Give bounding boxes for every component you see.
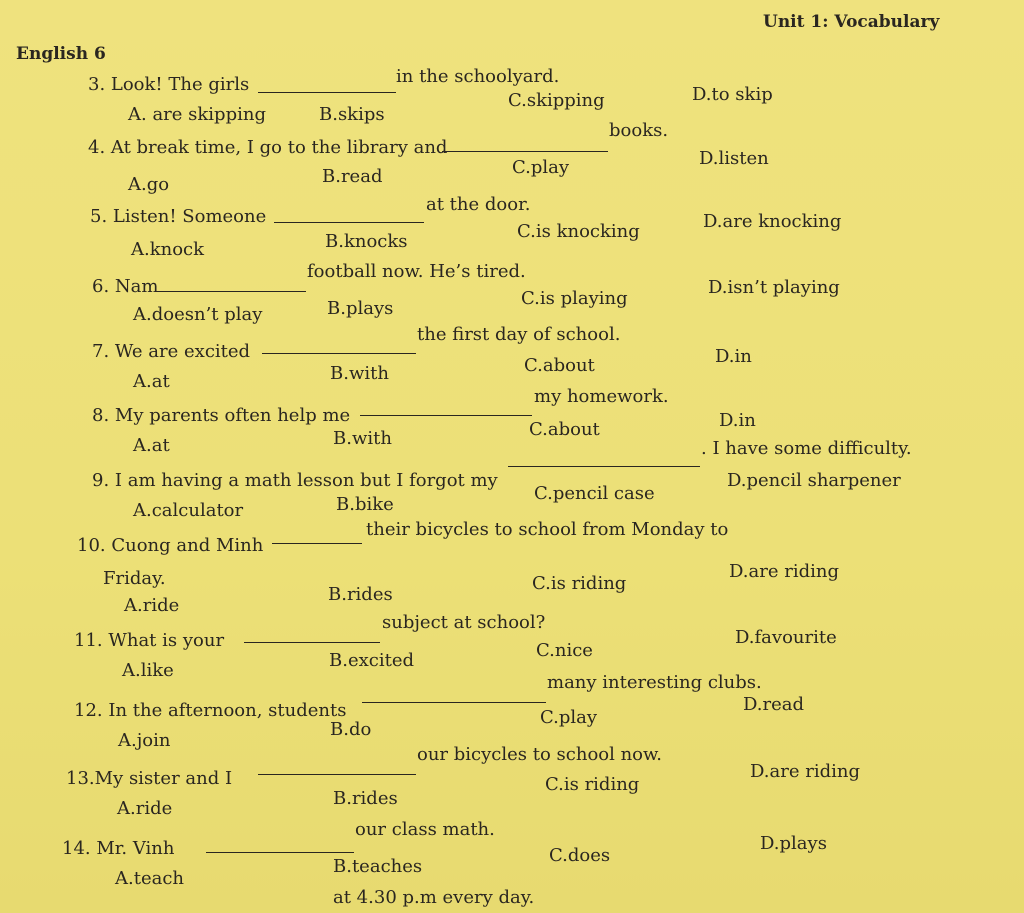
question-stem: 11. What is your (74, 630, 225, 651)
option-a: A.ride (124, 595, 180, 616)
question-4 (0, 120, 1024, 201)
question-continuation: football now. He’s tired. (307, 261, 526, 282)
option-a: A.go (128, 174, 170, 195)
option-b: B.read (322, 166, 383, 187)
question-stem: 8. My parents often help me (92, 405, 351, 426)
option-d: D.isn’t playing (708, 277, 840, 298)
option-a: A.knock (131, 239, 205, 260)
option-a: A.doesn’t play (133, 304, 263, 325)
answer-blank (508, 466, 700, 467)
question-continuation: in the schoolyard. (396, 66, 560, 87)
question-stem: 9. I am having a math lesson but I forgot my (92, 470, 498, 491)
option-d: D.are riding (729, 561, 839, 582)
option-b: B.with (333, 428, 392, 449)
option-b: B.skips (319, 104, 385, 125)
option-c: C.is riding (532, 573, 627, 594)
question-stem: 3. Look! The girls (88, 74, 250, 95)
option-b: B.do (330, 719, 372, 740)
option-c: C.about (524, 355, 595, 376)
answer-blank (442, 151, 608, 152)
question-stem: 12. In the afternoon, students (74, 700, 347, 721)
question-stem: 5. Listen! Someone (90, 206, 267, 227)
cut-off-line: at 4.30 p.m every day. (333, 887, 535, 908)
option-b: B.bike (336, 494, 394, 515)
option-d: D.favourite (735, 627, 837, 648)
question-continuation: our class math. (355, 819, 495, 840)
option-c: C.does (549, 845, 611, 866)
option-d: D.in (719, 410, 756, 431)
question-continuation: the first day of school. (417, 324, 621, 345)
option-b: B.teaches (333, 856, 423, 877)
answer-blank (362, 702, 546, 703)
question-stem: 10. Cuong and Minh (77, 535, 264, 556)
question-continuation: at the door. (426, 194, 531, 215)
option-d: D.are riding (750, 761, 860, 782)
question-10-line2: Friday. (103, 568, 166, 589)
option-a: A.like (122, 660, 174, 681)
option-c: C.nice (536, 640, 593, 661)
question-continuation: books. (609, 120, 669, 141)
option-b: B.excited (329, 650, 414, 671)
option-d: D.are knocking (703, 211, 842, 232)
option-a: A.at (133, 371, 170, 392)
option-a: A. are skipping (128, 104, 266, 125)
unit-title: Unit 1: Vocabulary (763, 12, 940, 32)
answer-blank (258, 774, 416, 775)
option-c: C.play (512, 157, 570, 178)
option-c: C.about (529, 419, 600, 440)
answer-blank (156, 291, 306, 292)
option-c: C.is riding (545, 774, 640, 795)
answer-blank (262, 353, 416, 354)
question-continuation: our bicycles to school now. (417, 744, 663, 765)
option-a: A.join (118, 730, 171, 751)
answer-blank (274, 222, 424, 223)
question-stem: 4. At break time, I go to the library and (88, 137, 448, 158)
answer-blank (206, 852, 354, 853)
option-d: D.plays (760, 833, 827, 854)
question-13 (0, 744, 1024, 832)
question-stem: 13.My sister and I (66, 768, 233, 789)
option-d: D.to skip (692, 84, 773, 105)
option-a: A.ride (117, 798, 173, 819)
option-c: C.play (540, 707, 598, 728)
option-d: D.pencil sharpener (727, 470, 901, 491)
option-a: A.calculator (133, 500, 244, 521)
option-c: C.pencil case (534, 483, 655, 504)
option-b: B.knocks (325, 231, 408, 252)
question-stem: 6. Nam (92, 276, 159, 297)
question-continuation: their bicycles to school from Monday to (366, 519, 729, 540)
answer-blank (258, 92, 396, 93)
question-3 (0, 66, 1024, 138)
question-continuation: my homework. (534, 386, 669, 407)
question-continuation: subject at school? (382, 612, 546, 633)
option-b: B.plays (327, 298, 394, 319)
option-d: D.read (743, 694, 805, 715)
question-stem: 14. Mr. Vinh (62, 838, 175, 859)
question-continuation: many interesting clubs. (547, 672, 762, 693)
option-a: A.at (133, 435, 170, 456)
option-b: B.with (330, 363, 389, 384)
option-b: B.rides (328, 584, 393, 605)
question-stem: 7. We are excited (92, 341, 251, 362)
option-d: D.listen (699, 148, 769, 169)
question-8 (0, 386, 1024, 469)
option-c: C.is playing (521, 288, 628, 309)
answer-blank (360, 415, 532, 416)
question-7 (0, 324, 1024, 405)
option-c: C.skipping (508, 90, 605, 111)
question-11 (0, 612, 1024, 694)
answer-blank (272, 543, 362, 544)
subject-title: English 6 (16, 44, 106, 64)
option-b: B.rides (333, 788, 398, 809)
option-d: D.in (715, 346, 752, 367)
answer-blank (244, 642, 380, 643)
option-a: A.teach (115, 868, 185, 889)
question-continuation: . I have some difficulty. (701, 438, 912, 459)
option-c: C.is knocking (517, 221, 640, 242)
